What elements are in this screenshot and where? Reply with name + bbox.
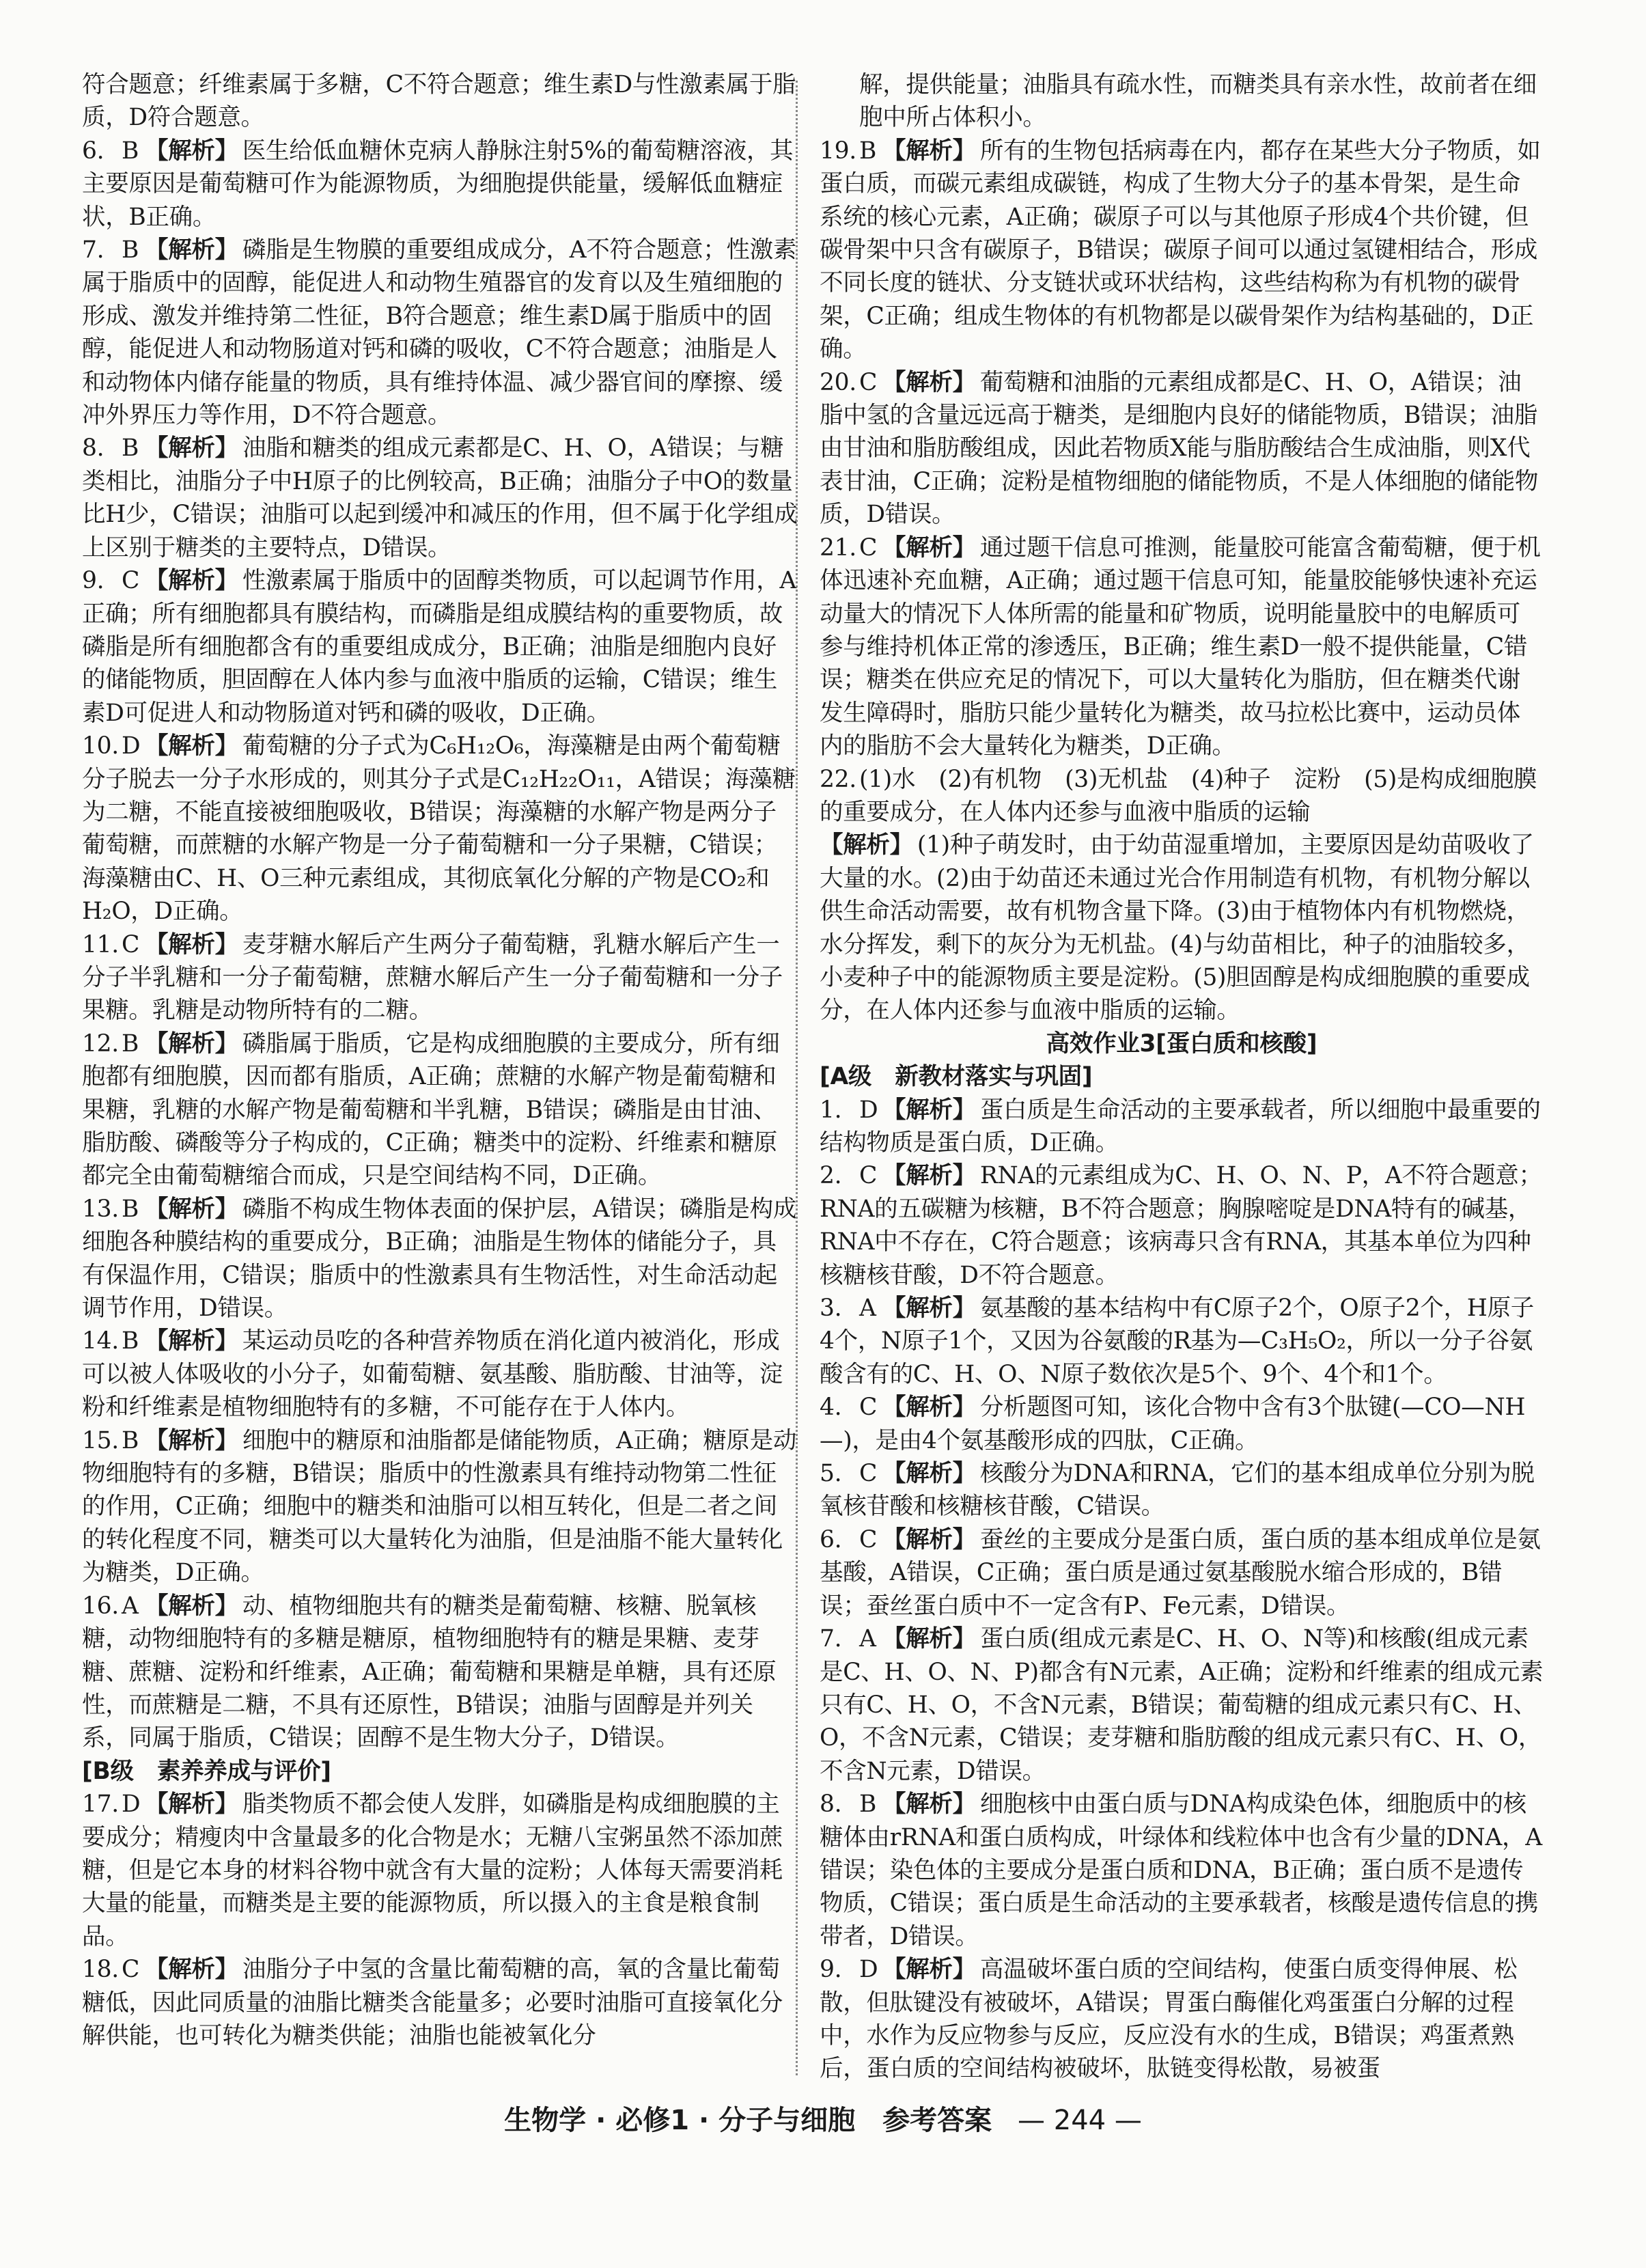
answer-letter: B — [122, 137, 139, 165]
answer-item — [82, 928, 799, 1027]
item-text: 细胞核中由蛋白质与DNA构成染色体，细胞质中的核糖体由rRNA和蛋白质构成，叶绿体和线粒体中也含有少量的DNA，A错误；染色体的主要成分是蛋白质和DNA，B正确；蛋白质不是遗传物质，C错误；蛋白质是生命活动的主要承载者，核酸是遗传信息的携带者，D错误。 — [820, 1790, 1542, 1950]
analysis-tag: 【解析】 — [882, 1790, 976, 1818]
page-footer — [0, 2099, 1646, 2138]
item-number: 6. — [82, 137, 104, 165]
answer-letter: D — [859, 1956, 878, 1984]
analysis-tag: 【解析】 — [882, 1956, 976, 1984]
answer-letter: D — [122, 1790, 141, 1818]
item-number: 5. — [820, 1460, 842, 1488]
analysis-tag: 【解析】 — [145, 1956, 238, 1984]
answer-item — [820, 1953, 1544, 2086]
answer-letter: C — [122, 930, 140, 958]
answer-letter: C — [122, 1956, 140, 1984]
right-column — [820, 68, 1544, 2086]
answer-item — [820, 1788, 1544, 1953]
analysis-tag: 【解析】 — [882, 534, 976, 562]
item-number: 8. — [820, 1790, 842, 1818]
analysis-tag: 【解析】 — [145, 930, 238, 958]
analysis-tag: 【解析】 — [145, 236, 238, 264]
answer-letter: D — [859, 1096, 878, 1124]
item-text: 磷脂不构成生物体表面的保护层，A错误；磷脂是构成细胞各种膜结构的重要成分，B正确；油脂是生物体的储能分子，具有保温作用，C错误；脂质中的性激素具有生物活性，对生命活动起调节作用，D错误。 — [82, 1195, 797, 1323]
answer-item — [820, 1523, 1544, 1622]
analysis-tag: 【解析】 — [882, 1460, 976, 1488]
answer-item — [82, 1590, 799, 1755]
section-heading: [B级 素养养成与评价] — [82, 1757, 331, 1785]
analysis-tag: 【解析】 — [145, 1195, 238, 1223]
analysis-tag: 【解析】 — [882, 137, 976, 165]
item-text: 蛋白质是生命活动的主要承载者，所以细胞中最重要的结构物质是蛋白质，D正确。 — [820, 1096, 1541, 1157]
analysis-tag: 【解析】 — [145, 732, 238, 760]
analysis-tag: 【解析】 — [145, 1029, 238, 1057]
answer-item — [820, 1391, 1544, 1457]
analysis-tag: 【解析】 — [882, 1096, 976, 1124]
item-text: 氨基酸的基本结构中有C原子2个，O原子2个，H原子4个，N原子1个，又因为谷氨酸的R基为—C₃H₅O₂，所以一分子谷氨酸含有的C、H、O、N原子数依次是5个、9个、4个和1个。 — [820, 1295, 1534, 1388]
analysis-tag: 【解析】 — [882, 1295, 976, 1323]
answer-item — [82, 432, 799, 564]
answer-item — [820, 1622, 1544, 1788]
analysis-tag: 【解析】 — [145, 1592, 238, 1620]
left-column — [82, 68, 799, 2052]
item-number: 7. — [820, 1625, 842, 1653]
item-number: 14. — [82, 1327, 119, 1355]
answer-item — [82, 1424, 799, 1590]
analysis-tag: 【解析】 — [145, 1790, 238, 1818]
answer-letter: D — [122, 732, 141, 760]
item-number: 12. — [82, 1029, 119, 1057]
item-number: 21. — [820, 534, 856, 562]
item-text: (1)水 (2)有机物 (3)无机盐 (4)种子 淀粉 (5)是构成细胞膜的重要成分，在人体内还参与血液中脂质的运输 — [820, 765, 1537, 826]
section-title: 高效作业3[蛋白质和核酸] — [1046, 1029, 1317, 1057]
item-text: 葡萄糖和油脂的元素组成都是C、H、O，A错误；油脂中氢的含量远远高于糖类，是细胞内良好的储能物质，B错误；油脂由甘油和脂肪酸组成，因此若物质X能与脂肪酸结合生成油脂，则X代表甘油，C正确；淀粉是植物细胞的储能物质，不是人体细胞的储能物质，D错误。 — [820, 368, 1539, 529]
answer-letter: C — [859, 1525, 878, 1553]
item-number: 9. — [82, 567, 104, 595]
footer-title: 生物学 · 必修1 · 分子与细胞 参考答案 — [504, 2105, 992, 2136]
answer-item — [820, 763, 1544, 829]
item-text: 动、植物细胞共有的糖类是葡萄糖、核糖、脱氧核糖，动物细胞特有的多糖是糖原，植物细胞特有的糖是果糖、麦芽糖、蔗糖、淀粉和纤维素，A正确；葡萄糖和果糖是单糖，具有还原性，而蔗糖是二糖，不具有还原性，B错误；油脂与固醇是并列关系，同属于脂质，C错误；固醇不是生物大分子，D错误。 — [82, 1592, 777, 1752]
answer-item — [820, 1094, 1544, 1160]
item-text: 医生给低血糖休克病人静脉注射5%的葡萄糖溶液，其主要原因是葡萄糖可作为能源物质，为细胞提供能量，缓解低血糖症状，B正确。 — [82, 137, 794, 231]
answer-item — [82, 1953, 799, 2052]
answer-item — [82, 234, 799, 432]
item-text: 细胞中的糖原和油脂都是储能物质，A正确；糖原是动物细胞特有的多糖，B错误；脂质中的性激素具有维持动物第二性征的作用，C正确；细胞中的糖类和油脂可以相互转化，但是二者之间的转化程度不同，糖类可以大量转化为油脂，但是油脂不能大量转化为糖类，D正确。 — [82, 1426, 797, 1587]
item-number: 16. — [82, 1592, 119, 1620]
item-text: 磷脂属于脂质，它是构成细胞膜的主要成分，所有细胞都有细胞膜，因而都有脂质，A正确；蔗糖的水解产物是葡萄糖和果糖，乳糖的水解产物是葡萄糖和半乳糖，B错误；磷脂是由甘油、脂肪酸、磷酸等分子构成的，C正确；糖类中的淀粉、纤维素和糖原都完全由葡萄糖缩合而成，只是空间结构不同，D正确。 — [82, 1029, 780, 1190]
item-number: 7. — [82, 236, 104, 264]
item-number: 19. — [820, 137, 856, 165]
item-text: 分析题图可知，该化合物中含有3个肽键(—CO—NH—)，是由4个氨基酸形成的四肽，C正确。 — [820, 1394, 1526, 1454]
section-heading: [A级 新教材落实与巩固] — [820, 1063, 1093, 1091]
item-text: 油脂分子中氢的含量比葡萄糖的高，氧的含量比葡萄糖低，因此同质量的油脂比糖类含能量多；必要时油脂可直接氧化分解供能，也可转化为糖类供能；油脂也能被氧化分 — [82, 1956, 783, 2049]
analysis-tag: 【解析】 — [145, 1426, 238, 1454]
analysis-tag: 【解析】 — [882, 1162, 976, 1190]
item-text: 符合题意；纤维素属于多糖，C不符合题意；维生素D与性激素属于脂质，D符合题意。 — [82, 71, 796, 132]
answer-letter: B — [122, 1327, 139, 1355]
analysis-tag: 【解析】 — [145, 567, 238, 595]
item-number: 6. — [820, 1525, 842, 1553]
answer-letter: C — [122, 567, 140, 595]
answer-letter: C — [859, 1162, 878, 1190]
answer-letter: B — [122, 236, 139, 264]
item-text: 通过题干信息可推测，能量胶可能富含葡萄糖，便于机体迅速补充血糖，A正确；通过题干信息可知，能量胶能够快速补充运动量大的情况下人体所需的能量和矿物质，说明能量胶中的电解质可参与维持机体正常的渗透压，B正确；维生素D一般不提供能量，C错误；糖类在供应充足的情况下，可以大量转化为脂肪，但在糖类代谢发生障碍时，脂肪只能少量转化为糖类，故马拉松比赛中，运动员体内的脂肪不会大量转化为糖类，D正确。 — [820, 534, 1541, 760]
item-text: 磷脂是生物膜的重要组成成分，A不符合题意；性激素属于脂质中的固醇，能促进人和动物生殖器官的发育以及生殖细胞的形成、激发并维持第二性征，B符合题意；维生素D属于脂质中的固醇，能促进人和动物肠道对钙和磷的吸收，C不符合题意；油脂是人和动物体内储存能量的物质，具有维持体温、减少器官间的摩擦、缓冲外界压力等作用，D不符合题意。 — [82, 236, 797, 430]
item-text: 解，提供能量；油脂具有疏水性，而糖类具有亲水性，故前者在细胞中所占体积小。 — [859, 71, 1537, 132]
answer-letter: B — [859, 1790, 877, 1818]
item-text: 油脂和糖类的组成元素都是C、H、O，A错误；与糖类相比，油脂分子中H原子的比例较高，B正确；油脂分子中O的数量比H少，C错误；油脂可以起到缓冲和减压的作用，但不属于化学组成上区别于糖类的主要特点，D错误。 — [82, 434, 798, 562]
item-text: 蚕丝的主要成分是蛋白质，蛋白质的基本组成单位是氨基酸，A错误，C正确；蛋白质是通过氨基酸脱水缩合形成的，B错误；蚕丝蛋白质中不一定含有P、Fe元素，D错误。 — [820, 1525, 1541, 1620]
column-divider — [796, 81, 798, 2075]
item-number: 22. — [820, 765, 856, 793]
answer-letter: C — [859, 534, 878, 562]
answer-item — [820, 366, 1544, 531]
item-text: 核酸分为DNA和RNA，它们的基本组成单位分别为脱氧核苷酸和核糖核苷酸，C错误。 — [820, 1460, 1535, 1521]
item-text: 蛋白质(组成元素是C、H、O、N等)和核酸(组成元素是C、H、O、N、P)都含有N元素，A正确；淀粉和纤维素的组成元素只有C、H、O，不含N元素，B错误；葡萄糖的组成元素只有C、H、O，不含N元素，C错误；麦芽糖和脂肪酸的组成元素只有C、H、O，不含N元素，D错误。 — [820, 1625, 1544, 1785]
item-text: 高温破坏蛋白质的空间结构，使蛋白质变得伸展、松散，但肽键没有被破坏，A错误；胃蛋白酶催化鸡蛋蛋白分解的过程中，水作为反应物参与反应，反应没有水的生成，B错误；鸡蛋煮熟后，蛋白质的空间结构被破坏，肽链变得松散，易被蛋 — [820, 1956, 1518, 2083]
answer-item — [820, 1457, 1544, 1523]
answer-letter: B — [122, 1195, 139, 1223]
answer-item — [82, 1193, 799, 1325]
answer-item — [820, 531, 1544, 763]
item-text: 性激素属于脂质中的固醇类物质，可以起调节作用，A正确；所有细胞都具有膜结构，而磷脂是组成膜结构的重要物质，故磷脂是所有细胞都含有的重要组成成分，B正确；油脂是细胞内良好的储能物质，胆固醇在人体内参与血液中脂质的运输，C错误；维生素D可促进人和动物肠道对钙和磷的吸收，D正确。 — [82, 567, 797, 727]
item-number: 17. — [82, 1790, 119, 1818]
answer-letter: C — [859, 1460, 878, 1488]
item-number: 8. — [82, 434, 104, 462]
answer-letter: C — [859, 1394, 878, 1422]
answer-item — [820, 1292, 1544, 1391]
answer-continuation — [820, 829, 1544, 1027]
answer-letter: B — [859, 137, 877, 165]
answer-item — [82, 730, 799, 928]
analysis-tag: 【解析】 — [145, 1327, 238, 1355]
answer-item — [820, 1159, 1544, 1292]
answer-letter: A — [859, 1295, 876, 1323]
item-number: 9. — [820, 1956, 842, 1984]
item-number: 4. — [820, 1394, 842, 1422]
item-number: 13. — [82, 1195, 119, 1223]
answer-item — [82, 1788, 799, 1953]
item-number: 2. — [820, 1162, 842, 1190]
item-text: 麦芽糖水解后产生两分子葡萄糖，乳糖水解后产生一分子半乳糖和一分子葡萄糖，蔗糖水解后产生一分子葡萄糖和一分子果糖。乳糖是动物所特有的二糖。 — [82, 930, 783, 1025]
item-number: 1. — [820, 1096, 842, 1124]
answer-letter: C — [859, 368, 878, 396]
page-number: — 244 — — [1018, 2105, 1142, 2136]
answer-letter: B — [122, 434, 139, 462]
answer-letter: B — [122, 1426, 139, 1454]
analysis-tag: 【解析】 — [820, 831, 913, 859]
answer-item — [82, 135, 799, 234]
analysis-tag: 【解析】 — [882, 1394, 976, 1422]
item-text: 所有的生物包括病毒在内，都存在某些大分子物质，如蛋白质，而碳元素组成碳链，构成了生物大分子的基本骨架，是生命系统的核心元素，A正确；碳原子可以与其他原子形成4个共价键，但碳骨架中只含有碳原子，B错误；碳原子间可以通过氢键相结合，形成不同长度的链状、分支链状或环状结构，这些结构称为有机物的碳骨架，C正确；组成生物体的有机物都是以碳骨架作为结构基础的，D正确。 — [820, 137, 1541, 363]
item-text: (1)种子萌发时，由于幼苗湿重增加，主要原因是幼苗吸收了大量的水。(2)由于幼苗还未通过光合作用制造有机物，有机物分解以供生命活动需要，故有机物含量下降。(3)由于植物体内有机物燃烧，水分挥发，剩下的灰分为无机盐。(4)与幼苗相比，种子的油脂较多，小麦种子中的能源物质主要是淀粉。(5)胆固醇是构成细胞膜的重要成分，在人体内还参与血液中脂质的运输。 — [820, 831, 1534, 1025]
answer-item — [82, 564, 799, 730]
item-text: 某运动员吃的各种营养物质在消化道内被消化，形成可以被人体吸收的小分子，如葡萄糖、氨基酸、脂肪酸、甘油等，淀粉和纤维素是植物细胞特有的多糖，不可能存在于人体内。 — [82, 1327, 783, 1422]
analysis-tag: 【解析】 — [145, 137, 238, 165]
item-number: 20. — [820, 368, 856, 396]
analysis-tag: 【解析】 — [882, 368, 976, 396]
answer-continuation — [820, 68, 1544, 135]
answer-continuation — [82, 68, 799, 135]
analysis-tag: 【解析】 — [882, 1525, 976, 1553]
item-text: 葡萄糖的分子式为C₆H₁₂O₆，海藻糖是由两个葡萄糖分子脱去一分子水形成的，则其分子式是C₁₂H₂₂O₁₁，A错误；海藻糖为二糖，不能直接被细胞吸收，B错误；海藻糖的水解产物是两分子葡萄糖，而蔗糖的水解产物是一分子葡萄糖和一分子果糖，C错误；海藻糖由C、H、O三种元素组成，其彻底氧化分解的产物是CO₂和H₂O，D正确。 — [82, 732, 796, 926]
item-text: 脂类物质不都会使人发胖，如磷脂是构成细胞膜的主要成分；精瘦肉中含量最多的化合物是水；无糖八宝粥虽然不添加蔗糖，但是它本身的材料谷物中就含有大量的淀粉；人体每天需要消耗大量的能量，而糖类是主要的能源物质，所以摄入的主食是粮食制品。 — [82, 1790, 783, 1950]
item-number: 11. — [82, 930, 119, 958]
answer-item — [820, 135, 1544, 366]
answer-letter: A — [122, 1592, 139, 1620]
item-number: 18. — [82, 1956, 119, 1984]
answer-letter: B — [122, 1029, 139, 1057]
answer-letter: A — [859, 1625, 876, 1653]
item-number: 3. — [820, 1295, 842, 1323]
analysis-tag: 【解析】 — [145, 434, 238, 462]
item-text: RNA的元素组成为C、H、O、N、P，A不符合题意；RNA的五碳糖为核糖，B不符合题意；胸腺嘧啶是DNA特有的碱基，RNA中不存在，C符合题意；该病毒只含有RNA，其基本单位为四种核糖核苷酸，D不符合题意。 — [820, 1162, 1542, 1289]
answer-item — [82, 1027, 799, 1193]
item-number: 15. — [82, 1426, 119, 1454]
answer-item — [82, 1325, 799, 1424]
item-number: 10. — [82, 732, 119, 760]
analysis-tag: 【解析】 — [882, 1625, 976, 1653]
